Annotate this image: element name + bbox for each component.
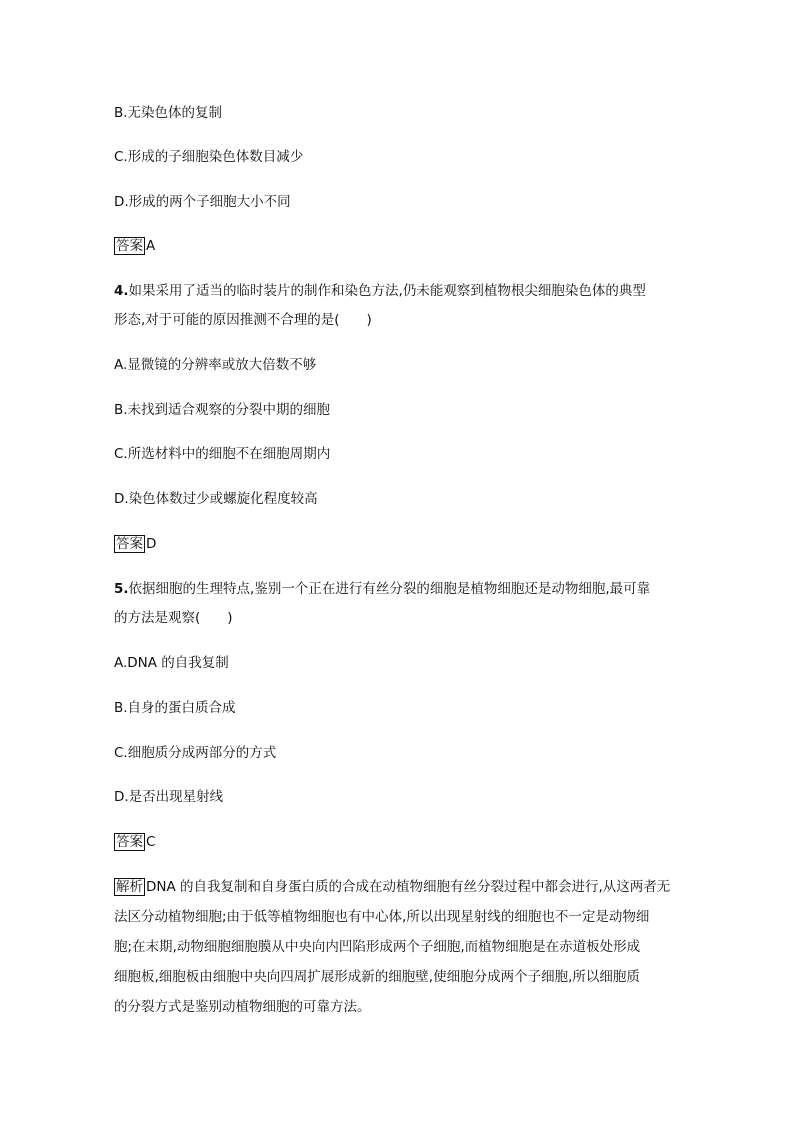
answer-tag: 答案 [116,238,143,254]
answer-tag: 答案 [116,834,143,850]
q5-answer [114,833,155,851]
q3-option-d: D.形成的两个子细胞大小不同 [114,194,291,210]
q5-stem-line2: 的方法是观察( ) [114,610,233,626]
q5-analysis-line2: 法区分动植物细胞;由于低等植物细胞也有中心体,所以出现星射线的细胞也不一定是动物细 [114,909,650,925]
q3-option-c: C.形成的子细胞染色体数目减少 [114,149,304,165]
q5-analysis-line3: 胞;在末期,动物细胞细胞膜从中央向内凹陷形成两个子细胞,而植物细胞是在赤道板处形成 [114,939,641,955]
answer-tag: 答案 [116,536,143,552]
q4-option-c: C.所选材料中的细胞不在细胞周期内 [114,446,331,462]
q5-analysis-line4: 细胞板,细胞板由细胞中央向四周扩展形成新的细胞壁,使细胞分成两个子细胞,所以细胞质 [114,969,640,985]
answer-value: D [146,536,157,552]
question-number: 4. [114,283,129,299]
question-number: 5. [114,581,129,597]
q3-option-b: B.无染色体的复制 [114,105,223,121]
q5-option-d: D.是否出现星射线 [114,789,224,805]
q5-analysis-line1: 解析 DNA 的自我复制和自身蛋白质的合成在动植物细胞有丝分裂过程中都会进行,从这两者无 [116,879,671,895]
q4-stem-line1: 4.如果采用了适当的临时装片的制作和染色方法,仍未能观察到植物根尖细胞染色体的典型 [114,283,646,299]
q4-answer [114,535,156,553]
q4-stem-line2: 形态,对于可能的原因推测不合理的是( ) [114,312,372,328]
q4-option-d: D.染色体数过少或螺旋化程度较高 [114,491,318,507]
answer-value: C [146,834,156,850]
q5-option-c: C.细胞质分成两部分的方式 [114,745,277,761]
analysis-tag: 解析 [116,879,143,895]
q5-option-a: A.DNA 的自我复制 [114,655,229,671]
answer-value: A [146,238,156,254]
q5-stem-line1: 5.依据细胞的生理特点,鉴别一个正在进行有丝分裂的细胞是植物细胞还是动物细胞,最可靠 [114,581,651,597]
q5-analysis-line5: 的分裂方式是鉴别动植物细胞的可靠方法。 [114,999,371,1015]
q5-option-b: B.自身的蛋白质合成 [114,700,236,716]
q4-option-a: A.显微镜的分辨率或放大倍数不够 [114,357,317,373]
q4-option-b: B.未找到适合观察的分裂中期的细胞 [114,402,331,418]
q3-answer [114,237,155,255]
